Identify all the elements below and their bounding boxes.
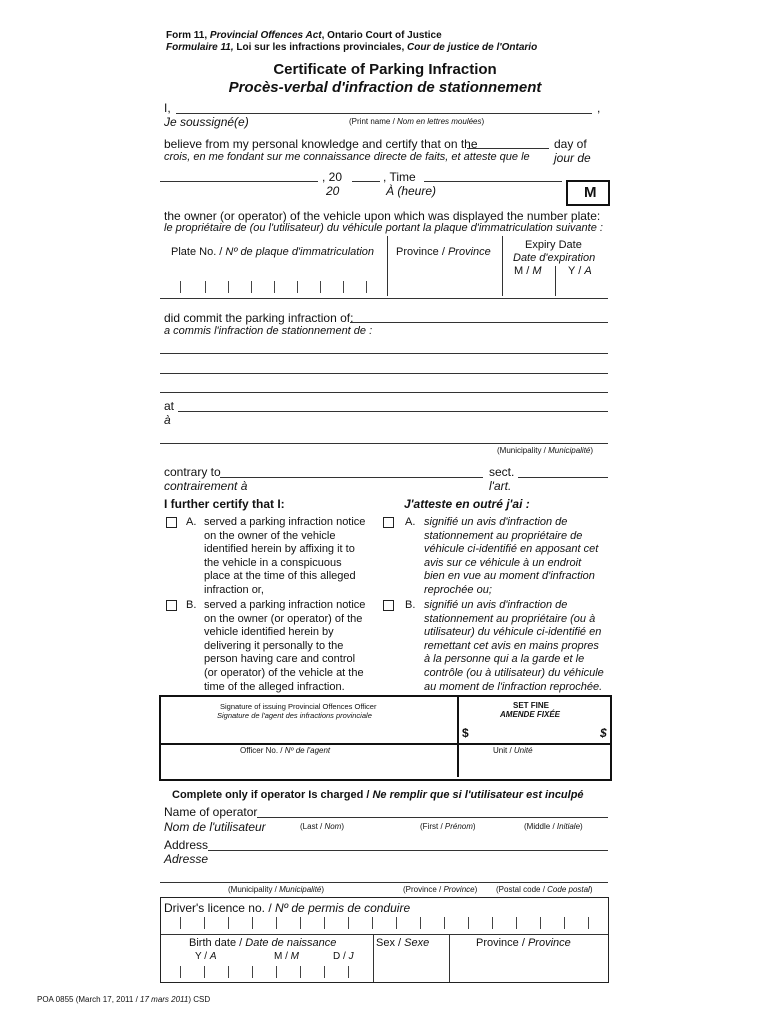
day-of: day of bbox=[554, 137, 587, 151]
text-line: delivering it personally to the bbox=[204, 639, 344, 652]
text-line: au moment de l'infraction reprochée. bbox=[424, 680, 603, 693]
municipality-line[interactable] bbox=[160, 443, 608, 444]
sect-en: sect. bbox=[489, 465, 515, 479]
infraction-line[interactable] bbox=[160, 353, 608, 354]
unit-label: Unit / Unité bbox=[493, 746, 533, 755]
muni-hint: (Municipality / Municipalité) bbox=[228, 885, 325, 894]
title-en: Certificate of Parking Infraction bbox=[273, 61, 497, 78]
first-name-hint: (First / Prénom) bbox=[420, 822, 476, 831]
time-line[interactable] bbox=[424, 181, 562, 182]
infraction-line[interactable] bbox=[350, 322, 608, 323]
address-line-2[interactable] bbox=[160, 882, 608, 883]
text-line: the vehicle in a conspicuous bbox=[204, 556, 342, 569]
address-line[interactable] bbox=[208, 850, 608, 851]
footer-code: POA 0855 (March 17, 2011 / 17 mars 2011) CSD bbox=[37, 995, 211, 1004]
text-line: à la personne qui a la garde et le bbox=[424, 653, 585, 666]
form-number-en: Form 11, Provincial Offences Act, Ontario Court of Justice bbox=[166, 30, 442, 41]
middle-name-hint: (Middle / Initiale) bbox=[524, 822, 583, 831]
text-line: infraction or, bbox=[204, 583, 264, 596]
je-soussigne: Je soussigné(e) bbox=[164, 115, 249, 129]
text-line: contrôle (ou à utilisateur) du véhicule bbox=[424, 666, 604, 679]
believe-en: believe from my personal knowledge and certify that on the bbox=[164, 137, 478, 151]
owner-en: the owner (or operator) of the vehicle upon which was displayed the number plate: bbox=[164, 209, 601, 223]
option-a-fr-text bbox=[424, 516, 598, 598]
signature-fr: Signature de l'agent des infractions provinciale bbox=[217, 711, 372, 720]
owner-fr: le propriétaire de (ou l'utilisateur) du véhicule portant la plaque d'immatriculation suivante : bbox=[164, 222, 603, 234]
did-commit-en: did commit the parking infraction of: bbox=[164, 311, 354, 325]
option-a-fr-checkbox[interactable] bbox=[383, 517, 394, 528]
address-en: Address bbox=[164, 838, 209, 852]
believe-fr: crois, en me fondant sur me connaissance directe de faits, et atteste que le bbox=[164, 151, 530, 163]
option-a-checkbox[interactable] bbox=[166, 517, 177, 528]
year-fr: 20 bbox=[326, 184, 340, 198]
contrary-en: contrary to bbox=[164, 465, 221, 479]
text-line: served a parking infraction notice bbox=[204, 599, 366, 611]
last-name-hint: (Last / Nom) bbox=[300, 822, 345, 831]
table-bottom bbox=[160, 298, 608, 299]
jour-de: jour de bbox=[554, 151, 591, 165]
print-name-hint: (Print name / Nom en lettres moulées) bbox=[349, 117, 485, 126]
birth-month: M / M bbox=[274, 951, 300, 962]
plate-header: Plate No. / Nº de plaque d'immatriculation bbox=[171, 246, 375, 258]
text-line: stationnement au propriétaire (ou à bbox=[424, 612, 596, 625]
further-heading-fr: J'atteste en outré j'ai : bbox=[404, 497, 530, 511]
divider bbox=[387, 236, 388, 296]
dollar-sign: $ bbox=[462, 726, 469, 740]
signature-field[interactable] bbox=[163, 723, 451, 739]
address-fr: Adresse bbox=[164, 852, 209, 866]
section-line[interactable] bbox=[518, 477, 608, 478]
text-line: remettant cet avis en mains propres bbox=[424, 639, 599, 652]
i-label: I, bbox=[164, 101, 171, 115]
dollar-sign-end: $ bbox=[600, 726, 607, 740]
province-label: Province / Province bbox=[476, 937, 571, 949]
prov-hint: (Province / Province) bbox=[403, 885, 478, 894]
month-header: M / M bbox=[514, 265, 542, 277]
text-line: bien en vue au moment d'infraction bbox=[424, 570, 595, 583]
option-a-label: A. bbox=[186, 516, 197, 528]
time-label: , Time bbox=[383, 170, 416, 184]
text-line: person having care and control bbox=[204, 653, 356, 666]
text-line: signifié un avis d'infraction de bbox=[424, 516, 568, 528]
option-b-label: B. bbox=[186, 599, 197, 611]
sex-label: Sex / Sexe bbox=[376, 937, 430, 949]
contrary-fr: contrairement à bbox=[164, 479, 248, 493]
fine-amount-field[interactable] bbox=[475, 722, 595, 740]
signature-en: Signature of issuing Provincial Offences Officer bbox=[220, 702, 377, 711]
year-line[interactable] bbox=[352, 181, 380, 182]
infraction-line[interactable] bbox=[160, 392, 608, 393]
expiry-header-fr: Date d'expiration bbox=[513, 252, 596, 264]
sect-fr: l'art. bbox=[489, 479, 512, 493]
text-line: vehicle identified herein by bbox=[204, 626, 334, 639]
meridiem-box[interactable] bbox=[566, 180, 610, 206]
option-b-fr-checkbox[interactable] bbox=[383, 600, 394, 611]
year-prefix: , 20 bbox=[322, 170, 343, 184]
text-line: time of the alleged infraction. bbox=[204, 680, 345, 693]
licence-label: Driver's licence no. / Nº de permis de conduire bbox=[164, 901, 411, 915]
meridiem-label: M bbox=[584, 184, 597, 201]
month-line[interactable] bbox=[160, 181, 318, 182]
text-line: reprochée ou; bbox=[424, 583, 492, 596]
text-line: avis sur ce véhicule à un endroit bbox=[424, 556, 582, 569]
text-line: on the owner of the vehicle bbox=[204, 529, 336, 542]
comma: , bbox=[597, 101, 601, 115]
officer-number: Officer No. / Nº de l'agent bbox=[240, 746, 331, 755]
text-line: utilisateur) du véhicule ci-identifié en bbox=[424, 626, 602, 639]
option-b-fr-text bbox=[424, 599, 604, 694]
further-heading-en: I further certify that I: bbox=[164, 497, 285, 511]
option-b-checkbox[interactable] bbox=[166, 600, 177, 611]
infraction-line[interactable] bbox=[160, 373, 608, 374]
year-header: Y / A bbox=[568, 265, 592, 277]
postal-hint: (Postal code / Code postal) bbox=[496, 885, 593, 894]
option-b-text bbox=[204, 599, 365, 694]
operator-name-line[interactable] bbox=[257, 817, 608, 818]
operator-heading: Complete only if operator Is charged / Ne remplir que si l'utilisateur est inculpé bbox=[172, 789, 584, 801]
birth-year: Y / A bbox=[195, 951, 217, 962]
divider bbox=[555, 266, 556, 296]
a-label: à bbox=[164, 413, 171, 427]
expiry-header: Expiry Date bbox=[525, 239, 582, 251]
text-line: identified herein by affixing it to bbox=[204, 543, 355, 556]
text-line: place at the time of this alleged bbox=[204, 570, 356, 583]
birth-day: D / J bbox=[333, 951, 354, 962]
set-fine-fr: AMENDE FIXÉE bbox=[500, 710, 561, 719]
option-a-text bbox=[204, 516, 365, 598]
location-line[interactable] bbox=[178, 411, 608, 412]
text-line: véhicule ci-identifié en apposant cet bbox=[424, 543, 599, 556]
operator-name-fr: Nom de l'utilisateur bbox=[164, 820, 266, 834]
municipality-hint: (Municipality / Municipalité) bbox=[497, 446, 594, 455]
did-commit-fr: a commis l'infraction de stationnement de : bbox=[164, 325, 373, 337]
divider bbox=[502, 236, 503, 296]
text-line: signifié un avis d'infraction de bbox=[424, 599, 568, 611]
birth-date-label: Birth date / Date de naissance bbox=[189, 937, 337, 949]
option-a-fr-label: A. bbox=[405, 516, 416, 528]
title-fr: Procès-verbal d'infraction de stationnement bbox=[228, 79, 542, 96]
operator-name-en: Name of operator bbox=[164, 805, 258, 819]
text-line: stationnement au propriétaire de bbox=[424, 529, 583, 542]
text-line: (or operator) of the vehicle at the bbox=[204, 666, 364, 679]
set-fine-en: SET FINE bbox=[513, 701, 550, 710]
form-number-fr: Formulaire 11, Loi sur les infractions provinciales, Cour de justice de l'Ontario bbox=[166, 42, 538, 53]
text-line: served a parking infraction notice bbox=[204, 516, 366, 528]
statute-line[interactable] bbox=[220, 477, 483, 478]
day-line[interactable] bbox=[467, 148, 549, 149]
name-line[interactable] bbox=[176, 113, 592, 114]
time-fr: À (heure) bbox=[386, 184, 437, 198]
text-line: on the owner (or operator) of the bbox=[204, 612, 363, 625]
province-header: Province / Province bbox=[396, 246, 491, 258]
at-label: at bbox=[164, 399, 175, 413]
option-b-fr-label: B. bbox=[405, 599, 416, 611]
